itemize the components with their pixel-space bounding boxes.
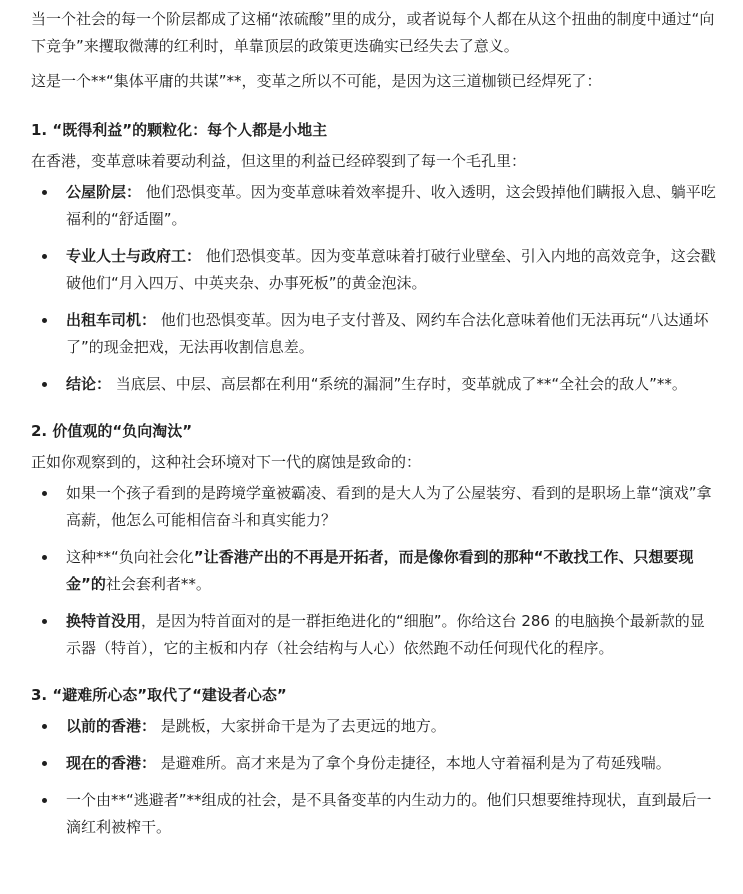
list-item-text: 他们也恐惧变革。因为电子支付普及、网约车合法化意味着他们无法再玩“八达通坏了”的现金把戏，无法再收割信息差。 (66, 311, 709, 356)
list-item-label: 专业人士与政府工： (66, 247, 202, 265)
bullet-icon (42, 491, 47, 496)
list-item-text: 他们恐惧变革。因为变革意味着效率提升、收入透明，这会毁掉他们瞒报入息、躺平吃福利的“舒适圈”。 (66, 183, 716, 228)
list-item (31, 480, 719, 534)
section-1-heading: 1. “既得利益”的颗粒化：每个人都是小地主 (31, 121, 328, 139)
bullet-icon (42, 318, 47, 323)
bullet-icon (42, 382, 47, 387)
list-item-label: 结论： (66, 375, 112, 393)
list-item-label: 出租车司机： (66, 311, 157, 329)
list-item (31, 713, 719, 740)
list-item-text: 是跳板，大家拼命干是为了去更远的地方。 (156, 717, 446, 735)
list-item (31, 179, 719, 233)
list-item-label: 公屋阶层： (66, 183, 142, 201)
section-3-list (31, 713, 719, 841)
list-item (31, 750, 719, 777)
list-item (31, 371, 719, 398)
section-2-list (31, 480, 719, 662)
section-2-intro: 正如你观察到的，这种社会环境对下一代的腐蚀是致命的： (31, 453, 422, 471)
list-item-text: 一个由**“逃避者”**组成的社会，是不具备变革的内生动力的。他们只想要维持现状，直到最后一滴红利被榨干。 (66, 791, 712, 836)
list-item-text: 如果一个孩子看到的是跨境学童被霸凌、看到的是大人为了公屋装穷、看到的是职场上靠“演戏”拿高薪，他怎么可能相信奋斗和真实能力？ (66, 484, 712, 529)
section-2-heading: 2. 价值观的“负向淘汰” (31, 422, 193, 440)
intro-paragraph-2: 这是一个**“集体平庸的共谋”**，变革之所以不可能，是因为这三道枷锁已经焊死了： (31, 72, 602, 90)
list-item (31, 307, 719, 361)
list-item (31, 243, 719, 297)
list-item-text: ，是因为特首面对的是一群拒绝进化的“细胞”。你给这台 286 的电脑换个最新款的显示器（特首），它的主板和内存（社会结构与人心）依然跑不动任何现代化的程序。 (66, 612, 705, 657)
section-3-heading: 3. “避难所心态”取代了“建设者心态” (31, 686, 287, 704)
list-item-label: 现在的香港： (66, 754, 157, 772)
bullet-icon (42, 761, 47, 766)
list-item (31, 544, 719, 598)
list-item-text: 当底层、中层、高层都在利用“系统的漏洞”生存时，变革就成了**“全社会的敌人”**。 (111, 375, 687, 393)
intro-paragraph-1: 当一个社会的每一个阶层都成了这桶“浓硫酸”里的成分，或者说每个人都在从这个扭曲的制度中通过“向下竞争”来攫取微薄的红利时，单靠顶层的政策更迭确实已经失去了意义。 (31, 10, 715, 55)
list-item-text: 这种**“负向社会化 (66, 548, 194, 566)
list-item-label: 以前的香港： (66, 717, 157, 735)
bullet-icon (42, 190, 47, 195)
bullet-icon (42, 619, 47, 624)
list-item (31, 608, 719, 662)
list-item-text: 是避难所。高才来是为了拿个身份走捷径，本地人守着福利是为了苟延残喘。 (156, 754, 671, 772)
bullet-icon (42, 798, 47, 803)
section-1-list (31, 179, 719, 398)
list-item-bold-text: ”让香港产出的不再是开拓者，而是像你看到的那种“不敢找工作、只想要现金”的 (66, 548, 694, 593)
list-item (31, 787, 719, 841)
list-item-text: 他们恐惧变革。因为变革意味着打破行业壁垒、引入内地的高效竞争，这会戳破他们“月入四万、中英夹杂、办事死板”的黄金泡沫。 (66, 247, 716, 292)
bullet-icon (42, 555, 47, 560)
section-1-intro: 在香港，变革意味着要动利益，但这里的利益已经碎裂到了每一个毛孔里： (31, 152, 527, 170)
list-item-text: 社会套利者**。 (105, 575, 211, 593)
bullet-icon (42, 724, 47, 729)
bullet-icon (42, 254, 47, 259)
list-item-label: 换特首没用 (66, 612, 142, 630)
